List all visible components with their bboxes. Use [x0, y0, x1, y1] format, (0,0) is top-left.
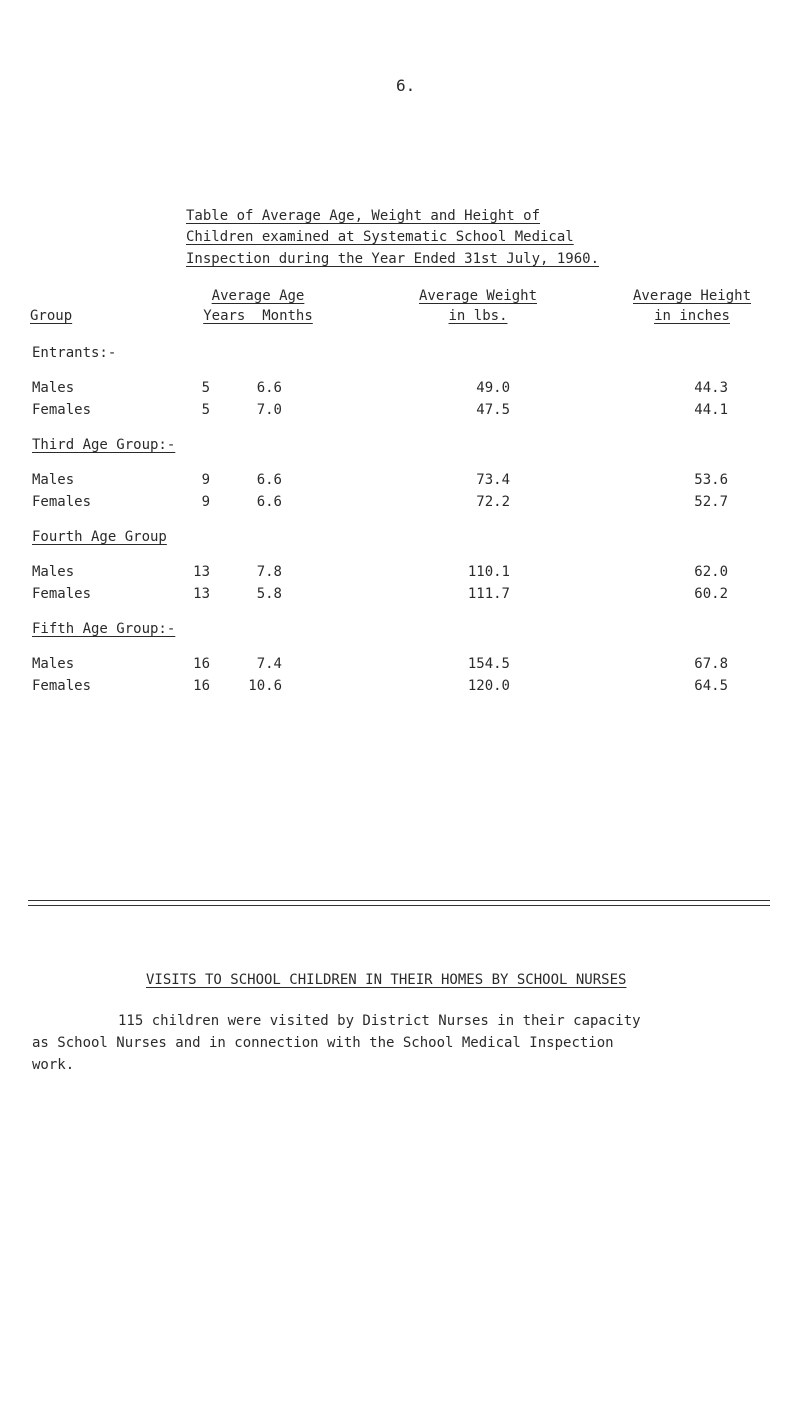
cell-years: 13: [193, 586, 210, 602]
section-label-third-age-group: Third Age Group:-: [32, 437, 176, 453]
cell-months: 6.6: [256, 472, 282, 488]
cell-weight: 111.7: [467, 586, 510, 602]
cell-height: 53.6: [694, 472, 728, 488]
cell-height: 64.5: [694, 678, 728, 694]
cell-years: 9: [201, 494, 210, 510]
average-weight-subheader: in lbs.: [448, 308, 508, 324]
row-group-label: Females: [32, 494, 92, 510]
section-label-fourth-age-group: Fourth Age Group: [32, 529, 167, 545]
row-group-label: Males: [32, 564, 75, 580]
cell-months: 7.0: [256, 402, 282, 418]
cell-height: 44.1: [694, 402, 728, 418]
cell-weight: 49.0: [476, 380, 510, 396]
group-column-header: [30, 308, 72, 324]
row-group-label: Females: [32, 586, 92, 602]
cell-weight: 72.2: [476, 494, 510, 510]
row-group-label: Females: [32, 678, 92, 694]
average-height-header: Average Height: [632, 288, 752, 304]
cell-height: 52.7: [694, 494, 728, 510]
average-age-subheader: Years Months: [203, 308, 313, 324]
row-group-label: Females: [32, 402, 92, 418]
visits-paragraph-line-1: 115 children were visited by District Nurses in their capacity: [118, 1013, 641, 1029]
table-title-line-3: Inspection during the Year Ended 31st July, 1960.: [186, 251, 600, 267]
row-group-label: Males: [32, 656, 75, 672]
cell-months: 5.8: [256, 586, 282, 602]
average-age-header: Average Age: [211, 288, 305, 304]
cell-months: 10.6: [248, 678, 282, 694]
cell-height: 44.3: [694, 380, 728, 396]
visits-paragraph-line-2: as School Nurses and in connection with the School Medical Inspection: [32, 1035, 614, 1051]
visits-paragraph: [32, 1010, 782, 1076]
visits-heading: VISITS TO SCHOOL CHILDREN IN THEIR HOMES BY SCHOOL NURSES: [146, 972, 627, 988]
table-bottom-rule: [28, 900, 770, 901]
table-bottom-rule-second: [28, 905, 770, 906]
cell-weight: 47.5: [476, 402, 510, 418]
cell-weight: 110.1: [467, 564, 510, 580]
cell-height: 60.2: [694, 586, 728, 602]
average-height-subheader: in inches: [654, 308, 730, 324]
cell-weight: 154.5: [467, 656, 510, 672]
page-number: 6.: [396, 76, 416, 95]
cell-years: 9: [201, 472, 210, 488]
cell-years: 5: [201, 402, 210, 418]
cell-height: 67.8: [694, 656, 728, 672]
cell-years: 16: [193, 656, 210, 672]
section-label-entrants: Entrants:-: [32, 345, 117, 361]
cell-weight: 73.4: [476, 472, 510, 488]
cell-weight: 120.0: [467, 678, 510, 694]
table-title-line-2: Children examined at Systematic School Medical: [186, 229, 574, 245]
row-group-label: Males: [32, 380, 75, 396]
cell-years: 5: [201, 380, 210, 396]
average-weight-header: Average Weight: [418, 288, 538, 304]
visits-paragraph-line-3: work.: [32, 1057, 75, 1073]
cell-years: 13: [193, 564, 210, 580]
section-label-fifth-age-group: Fifth Age Group:-: [32, 621, 176, 637]
row-group-label: Males: [32, 472, 75, 488]
cell-months: 6.6: [256, 380, 282, 396]
table-title-line-1: Table of Average Age, Weight and Height of: [186, 208, 541, 224]
cell-months: 6.6: [256, 494, 282, 510]
cell-months: 7.8: [256, 564, 282, 580]
cell-months: 7.4: [256, 656, 282, 672]
group-header-label: Group: [30, 308, 73, 324]
cell-years: 16: [193, 678, 210, 694]
cell-height: 62.0: [694, 564, 728, 580]
